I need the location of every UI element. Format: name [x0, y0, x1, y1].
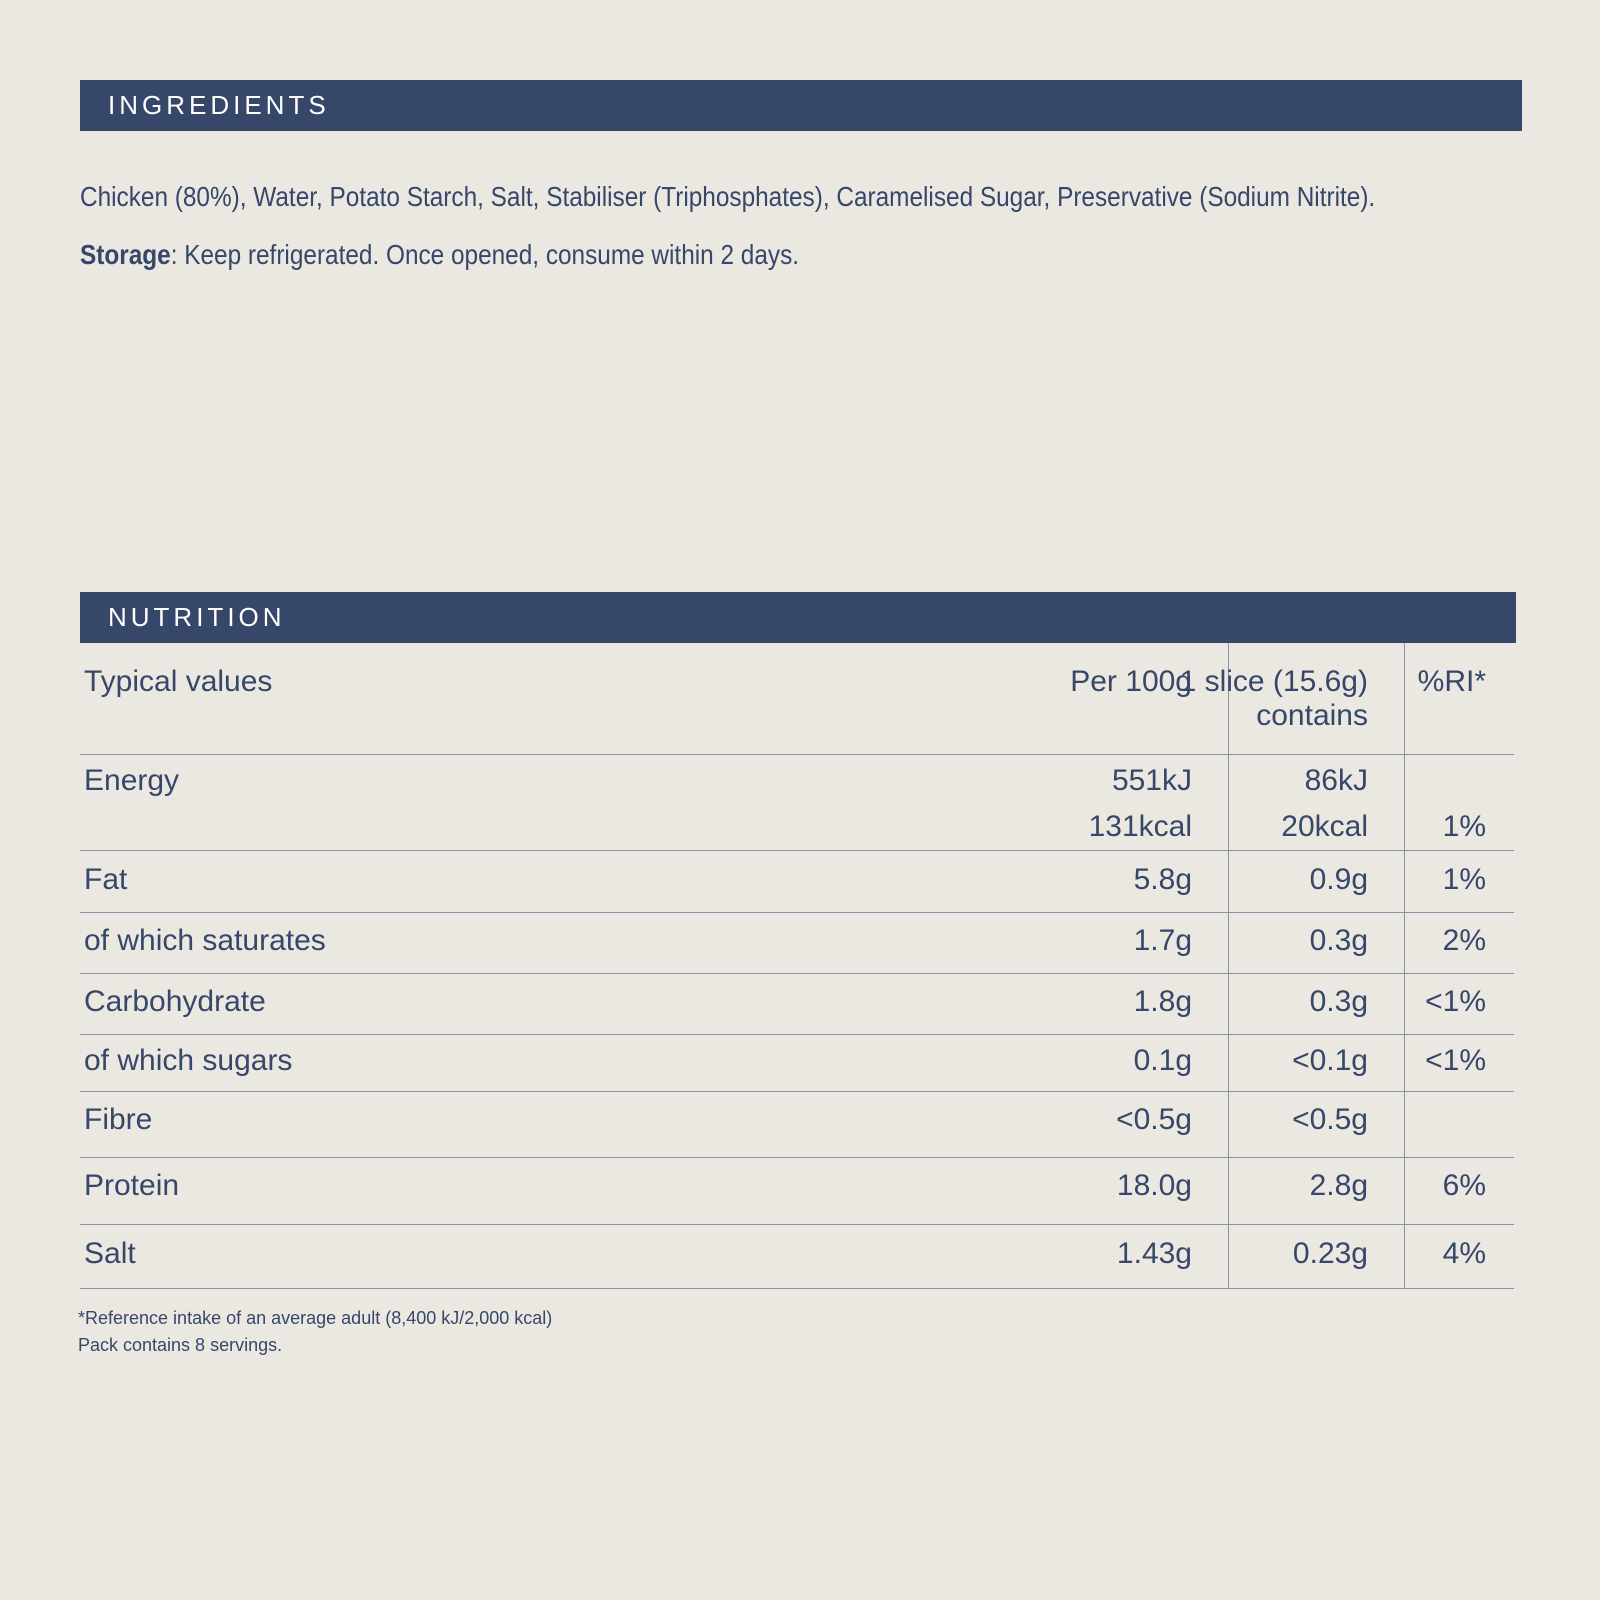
header-per-slice-line2: contains — [1256, 699, 1368, 732]
saturates-per-slice: 0.3g — [1309, 924, 1368, 957]
sugars-per-slice: <0.1g — [1292, 1044, 1368, 1077]
header-typical-values: Typical values — [84, 665, 273, 698]
nutrition-table — [80, 643, 1514, 1289]
saturates-per-100g: 1.7g — [1133, 924, 1192, 957]
footnote — [78, 1305, 552, 1359]
header-ri: %RI* — [1417, 665, 1486, 698]
nutrition-heading: NUTRITION — [108, 602, 286, 632]
energy-kcal-per-100g: 131kcal — [1088, 810, 1192, 843]
carbohydrate-ri: <1% — [1425, 985, 1486, 1018]
row-label-carbohydrate: Carbohydrate — [84, 985, 266, 1018]
row-divider — [80, 912, 1514, 913]
row-divider — [80, 1157, 1514, 1158]
header-per-100g: Per 100g — [1070, 665, 1192, 698]
row-label-sugars: of which sugars — [84, 1044, 293, 1077]
row-label-fat: Fat — [84, 863, 128, 896]
nutrition-heading-band — [80, 592, 1516, 643]
reference-intake-note: *Reference intake of an average adult (8,400 kJ/2,000 kcal) — [78, 1308, 553, 1328]
row-label-saturates: of which saturates — [84, 924, 326, 957]
row-label-salt: Salt — [84, 1237, 136, 1270]
servings-note: Pack contains 8 servings. — [78, 1335, 283, 1355]
protein-per-100g: 18.0g — [1116, 1169, 1192, 1202]
header-per-slice-line1: 1 slice (15.6g) — [1179, 665, 1368, 698]
column-divider-2 — [1404, 643, 1405, 1289]
ingredients-heading-band — [80, 80, 1522, 131]
row-divider — [80, 1224, 1514, 1225]
salt-ri: 4% — [1442, 1237, 1486, 1270]
row-divider — [80, 1034, 1514, 1035]
fibre-per-100g: <0.5g — [1116, 1103, 1192, 1136]
row-divider — [80, 973, 1514, 974]
storage-line — [80, 226, 1333, 284]
fibre-per-slice: <0.5g — [1292, 1103, 1368, 1136]
energy-kcal-ri: 1% — [1442, 810, 1486, 843]
sugars-ri: <1% — [1425, 1044, 1486, 1077]
energy-kj-per-slice: 86kJ — [1304, 764, 1368, 797]
carbohydrate-per-slice: 0.3g — [1309, 985, 1368, 1018]
row-divider — [80, 1091, 1514, 1092]
ingredients-list: Chicken (80%), Water, Potato Starch, Salt, Stabiliser (Triphosphates), Caramelised Sugar, Preservative (Sodium Nitrite). — [80, 181, 1376, 212]
row-label-energy: Energy — [84, 764, 180, 797]
salt-per-100g: 1.43g — [1116, 1237, 1192, 1270]
header-per-slice — [1180, 665, 1368, 733]
storage-text: : Keep refrigerated. Once opened, consume within 2 days. — [170, 239, 800, 270]
energy-kj-per-100g: 551kJ — [1111, 764, 1192, 797]
protein-ri: 6% — [1442, 1169, 1486, 1202]
salt-per-slice: 0.23g — [1292, 1237, 1368, 1270]
fat-ri: 1% — [1442, 863, 1486, 896]
ingredients-heading: INGREDIENTS — [108, 90, 330, 120]
row-divider — [80, 754, 1514, 755]
row-divider — [80, 850, 1514, 851]
fat-per-100g: 5.8g — [1133, 863, 1192, 896]
energy-kcal-per-slice: 20kcal — [1281, 810, 1368, 843]
saturates-ri: 2% — [1442, 924, 1486, 957]
ingredients-section — [80, 168, 1376, 284]
row-divider — [80, 1288, 1514, 1289]
row-label-fibre: Fibre — [84, 1103, 153, 1136]
sugars-per-100g: 0.1g — [1133, 1044, 1192, 1077]
protein-per-slice: 2.8g — [1309, 1169, 1368, 1202]
fat-per-slice: 0.9g — [1309, 863, 1368, 896]
carbohydrate-per-100g: 1.8g — [1133, 985, 1192, 1018]
storage-label: Storage — [80, 239, 171, 270]
column-divider-1 — [1228, 643, 1229, 1289]
row-label-protein: Protein — [84, 1169, 180, 1202]
